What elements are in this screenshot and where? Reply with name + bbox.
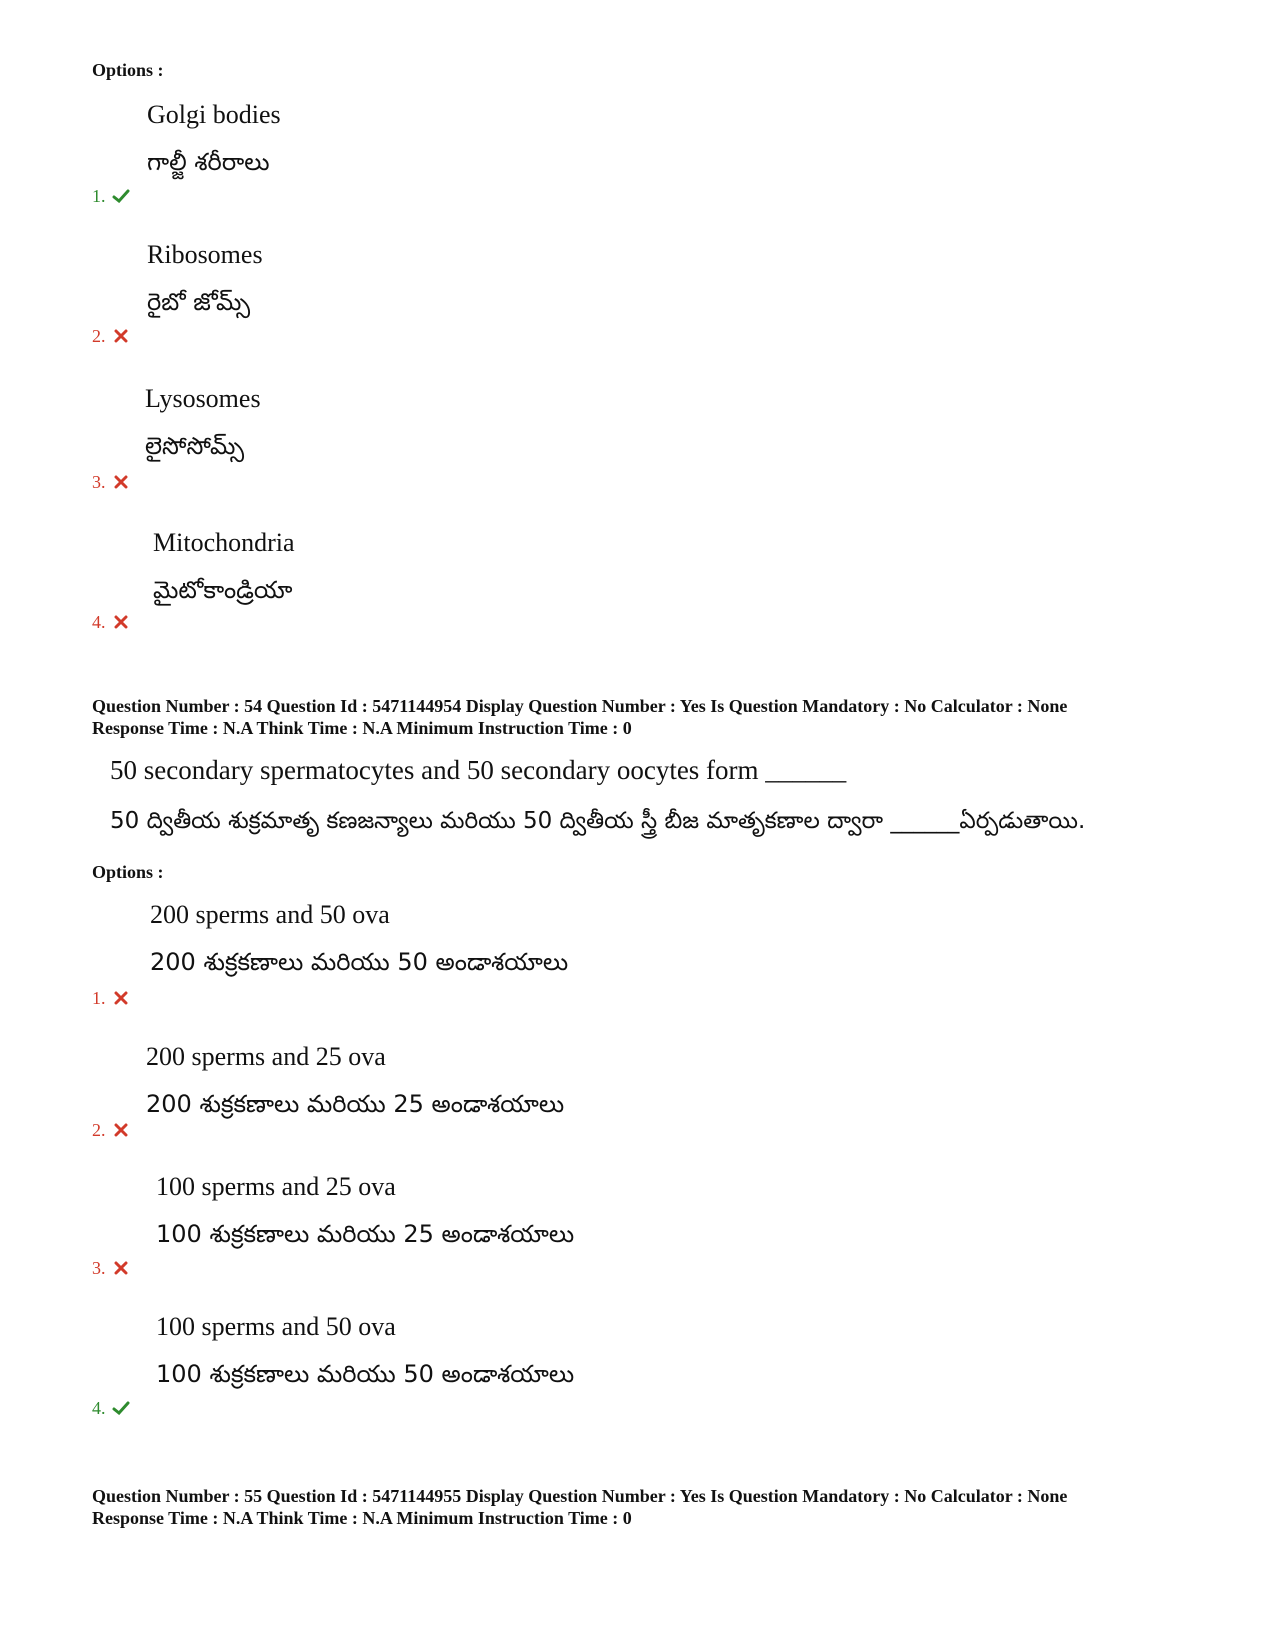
option-telugu: లైసోసోమ్స్ xyxy=(145,432,245,460)
option-english: Mitochondria xyxy=(153,528,295,557)
option-telugu: మైటోకాండ్రియా xyxy=(153,576,293,604)
question-meta xyxy=(92,695,1222,739)
option-telugu: 200 శుక్రకణాలు మరియు 50 అండాశయాలు xyxy=(150,948,569,976)
option-number: 1. xyxy=(92,186,130,207)
question-meta-line: Question Number : 55 Question Id : 5471144955 Display Question Number : Yes Is Question Mandatory : No Calculator : None xyxy=(92,1486,1068,1506)
question-text-english: 50 secondary spermatocytes and 50 secondary oocytes form ______ xyxy=(110,755,847,785)
option-english: Golgi bodies xyxy=(147,100,281,129)
question-meta-line: Question Number : 54 Question Id : 5471144954 Display Question Number : Yes Is Question Mandatory : No Calculator : None xyxy=(92,696,1068,716)
option-telugu: గాల్జీ శరీరాలు xyxy=(147,148,270,176)
question-text-telugu: 50 ద్వితీయ శుక్రమాతృ కణజన్యాలు మరియు 50 ద్వితీయ స్త్రీ బీజ మాతృకణాల ద్వారా ______ఏర్పడుతాయి. xyxy=(110,808,1086,834)
option-number: 4. xyxy=(92,1398,130,1419)
option-english: Ribosomes xyxy=(147,240,263,269)
cross-icon xyxy=(112,475,130,489)
option-number: 1. xyxy=(92,988,130,1009)
option-english: 100 sperms and 25 ova xyxy=(156,1172,396,1201)
option-telugu: 200 శుక్రకణాలు మరియు 25 అండాశయాలు xyxy=(146,1090,565,1118)
option-number: 2. xyxy=(92,326,130,347)
cross-icon xyxy=(112,1123,130,1137)
option-telugu: 100 శుక్రకణాలు మరియు 25 అండాశయాలు xyxy=(156,1220,575,1248)
options-label: Options : xyxy=(92,862,164,882)
option-number: 3. xyxy=(92,1258,130,1279)
option-number: 3. xyxy=(92,472,130,493)
cross-icon xyxy=(112,991,130,1005)
question-meta-line: Response Time : N.A Think Time : N.A Minimum Instruction Time : 0 xyxy=(92,718,632,738)
option-telugu: రైబో జోమ్స్ xyxy=(147,288,251,316)
cross-icon xyxy=(112,1261,130,1275)
check-icon xyxy=(112,189,130,203)
options-label: Options : xyxy=(92,60,164,80)
option-english: 200 sperms and 50 ova xyxy=(150,900,390,929)
option-telugu: 100 శుక్రకణాలు మరియు 50 అండాశయాలు xyxy=(156,1360,575,1388)
option-english: Lysosomes xyxy=(145,384,261,413)
question-meta-line: Response Time : N.A Think Time : N.A Minimum Instruction Time : 0 xyxy=(92,1508,632,1528)
option-english: 200 sperms and 25 ova xyxy=(146,1042,386,1071)
cross-icon xyxy=(112,329,130,343)
option-number: 2. xyxy=(92,1120,130,1141)
option-number: 4. xyxy=(92,612,130,633)
question-meta xyxy=(92,1485,1222,1529)
option-english: 100 sperms and 50 ova xyxy=(156,1312,396,1341)
check-icon xyxy=(112,1401,130,1415)
cross-icon xyxy=(112,615,130,629)
